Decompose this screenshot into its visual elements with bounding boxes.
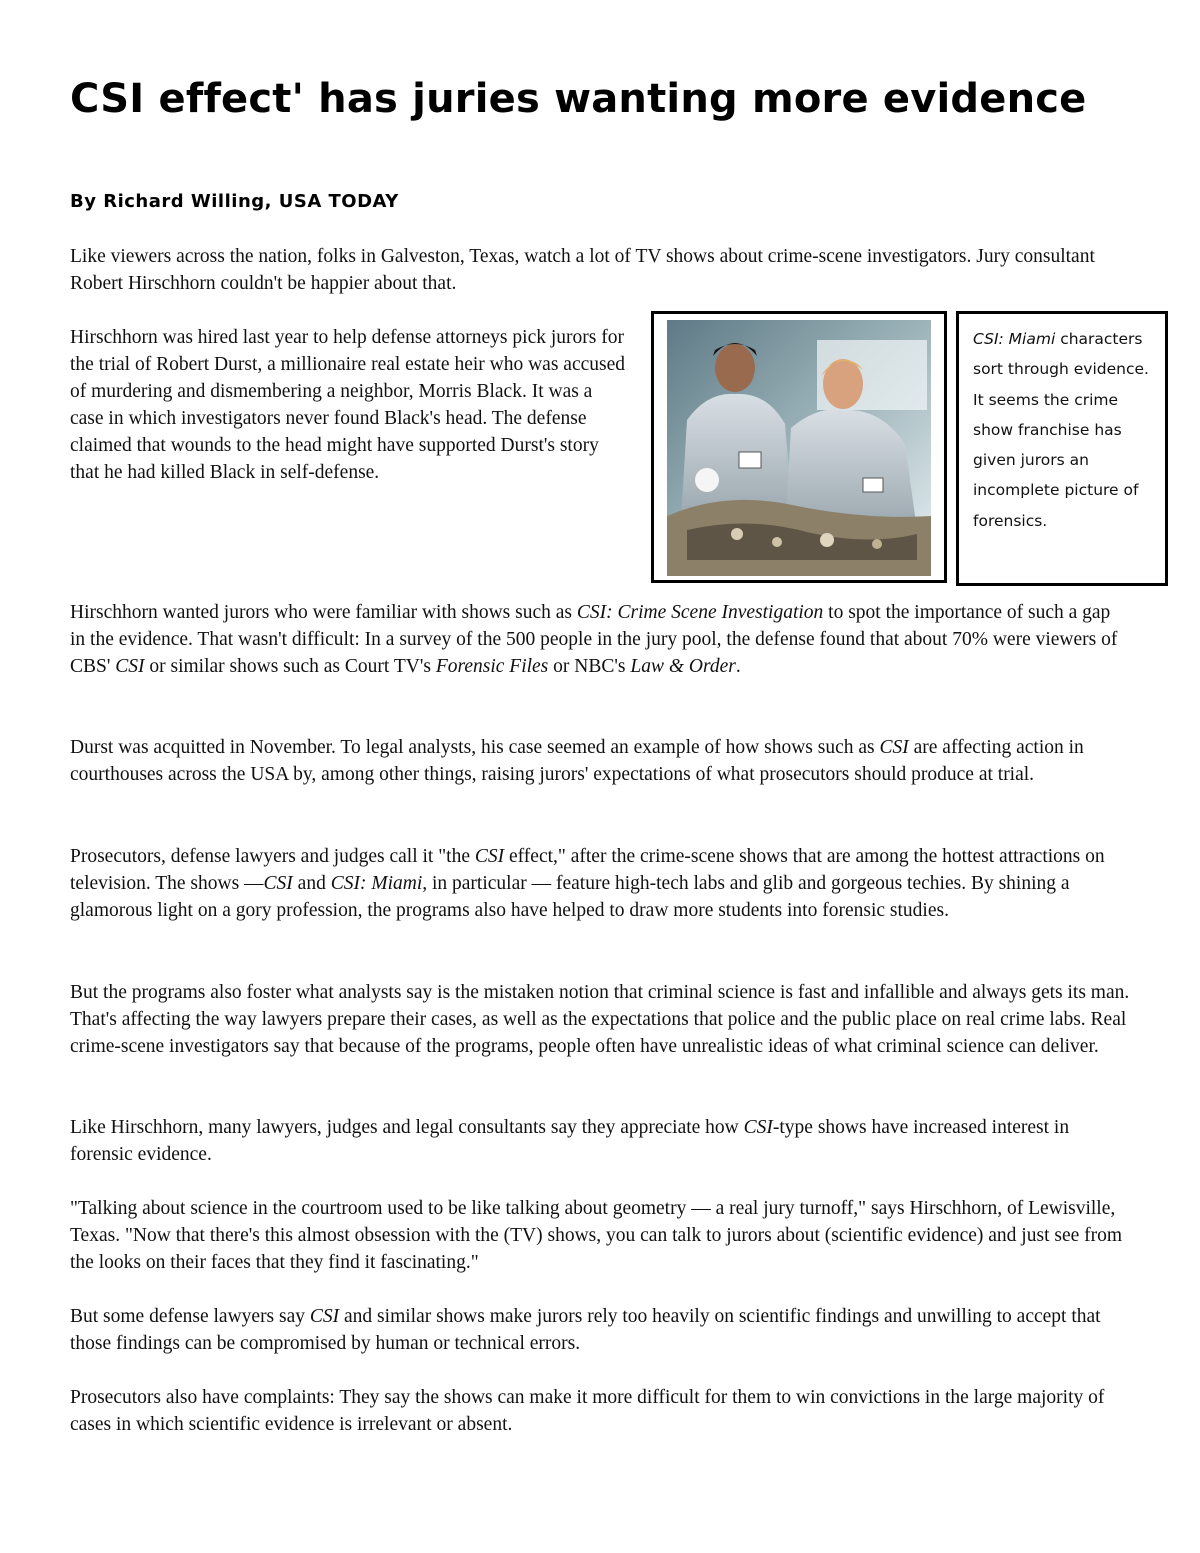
paragraph-4: Durst was acquitted in November. To legal analysts, his case seemed an example of how shows such as CSI are affecting action in courthouses across the USA by, among other things, raising jurors' expectations of what prosecutors should produce at trial. (70, 737, 1084, 785)
paragraph-1: Like viewers across the nation, folks in Galveston, Texas, watch a lot of TV shows about crime-scene investigators. Jury consultant Robert Hirschhorn couldn't be happier about that. (70, 246, 1095, 294)
photo-caption (956, 311, 1168, 586)
paragraph-10: Prosecutors also have complaints: They say the shows can make it more difficult for them to win convictions in the large majority of cases in which scientific evidence is irrelevant or absent. (70, 1387, 1105, 1435)
caption-text: characters sort through evidence. It seems the crime show franchise has given jurors an incomplete picture of forensics. (973, 330, 1149, 530)
paragraph-9: But some defense lawyers say CSI and similar shows make jurors rely too heavily on scientific findings and unwilling to accept that those findings can be compromised by human or technical errors. (70, 1306, 1101, 1354)
paragraph-2: Hirschhorn was hired last year to help defense attorneys pick jurors for the trial of Robert Durst, a millionaire real estate heir who was accused of murdering and dismembering a neighbor, Morris Black. It was a case in which investigators never found Black's head. The defense claimed that wounds to the head might have supported Durst's story that he had killed Black in self-defense. (70, 327, 626, 483)
paragraph-3: Hirschhorn wanted jurors who were familiar with shows such as CSI: Crime Scene Investigation to spot the importance of such a gap in the evidence. That wasn't difficult: In a survey of the 500 people in the jury pool, the defense found that about 70% were viewers of CBS' CSI or similar shows such as Court TV's Forensic Files or NBC's Law & Order. (70, 602, 1118, 677)
paragraph-7: Like Hirschhorn, many lawyers, judges and legal consultants say they appreciate how CSI-type shows have increased interest in forensic evidence. (70, 1117, 1070, 1165)
paragraph-5: Prosecutors, defense lawyers and judges call it "the CSI effect," after the crime-scene shows that are among the hottest attractions on television. The shows —CSI and CSI: Miami, in particular — feature high-tech labs and glib and gorgeous techies. By shining a glamorous light on a gory profession, the programs also have helped to draw more students into forensic studies. (70, 846, 1105, 921)
headline: CSI effect' has juries wanting more evidence (70, 76, 1087, 122)
photo-frame (651, 311, 947, 583)
caption-show-title: CSI: Miami (973, 330, 1056, 348)
byline: By Richard Willing, USA TODAY (70, 191, 399, 212)
csi-miami-photo (667, 320, 931, 576)
paragraph-8: "Talking about science in the courtroom used to be like talking about geometry — a real jury turnoff," says Hirschhorn, of Lewisville, Texas. "Now that there's this almost obsession with the (TV) shows, you can talk to jurors about (scientific evidence) and just see from the looks on their faces that they find it fascinating." (70, 1198, 1123, 1273)
paragraph-6: But the programs also foster what analysts say is the mistaken notion that criminal science is fast and infallible and always gets its man. That's affecting the way lawyers prepare their cases, as well as the expectations that police and the public place on real crime labs. Real crime-scene investigators say that because of the programs, people often have unrealistic ideas of what criminal science can deliver. (70, 982, 1130, 1057)
